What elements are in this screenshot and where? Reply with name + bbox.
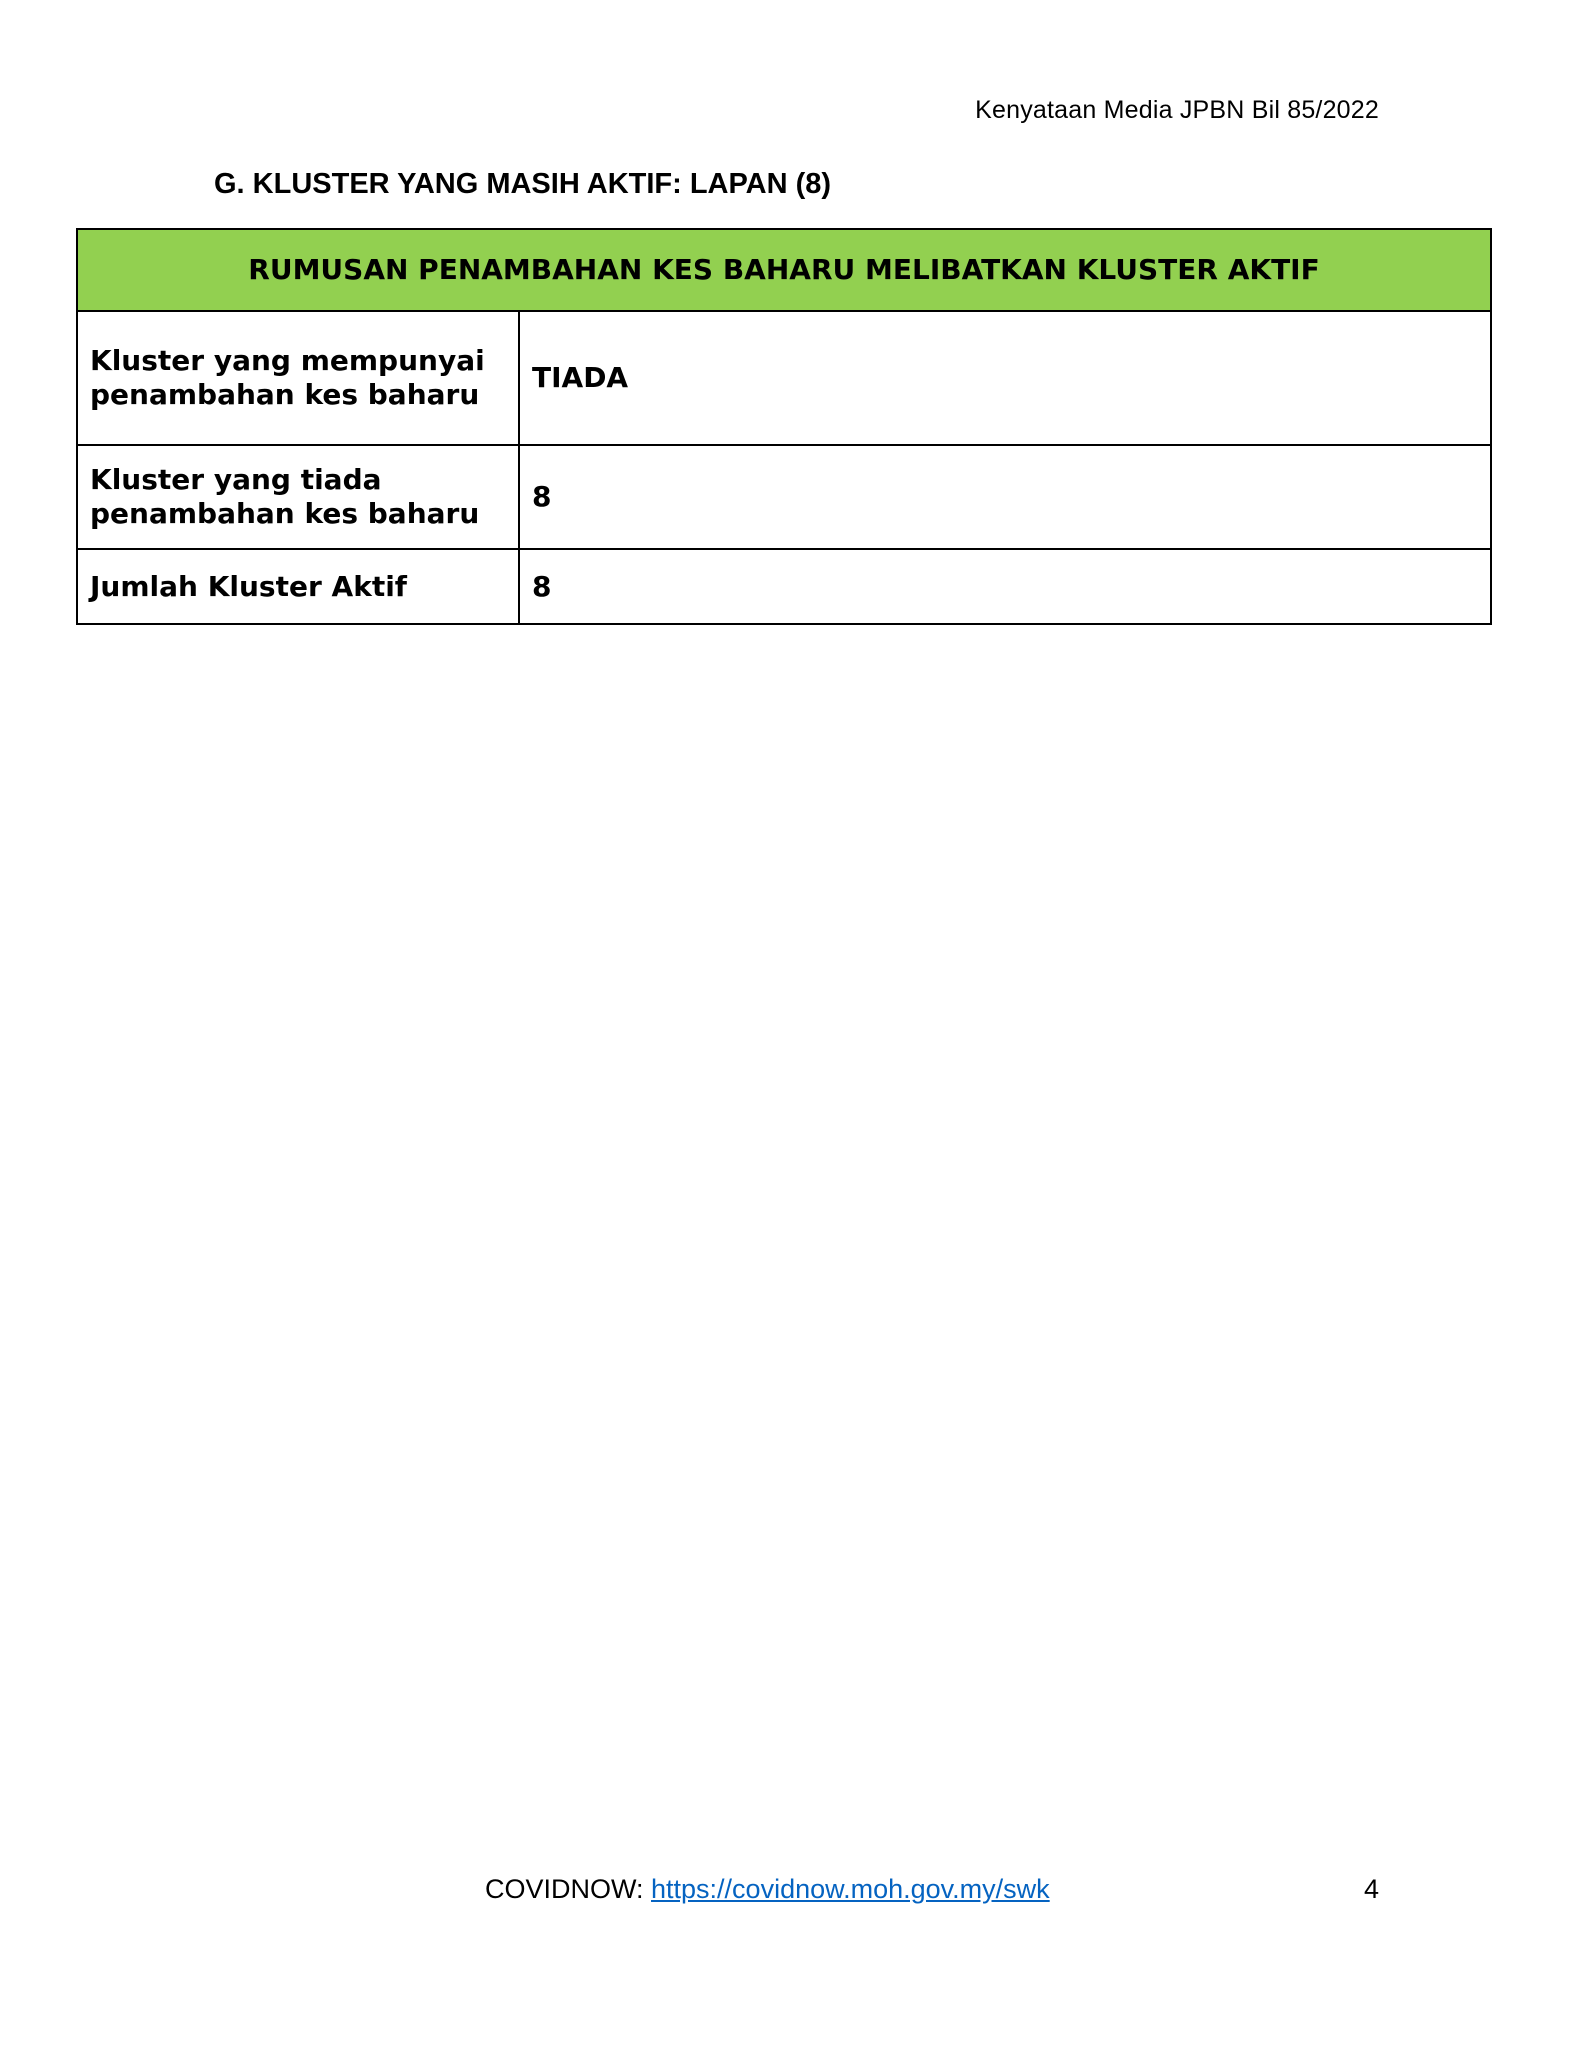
row-label: Kluster yang mempunyai penambahan kes baharu (77, 311, 519, 445)
row-value: TIADA (519, 311, 1491, 445)
document-reference: Kenyataan Media JPBN Bil 85/2022 (975, 96, 1379, 124)
table-row (77, 311, 1491, 445)
row-value: 8 (519, 549, 1491, 624)
covidnow-link[interactable]: https://covidnow.moh.gov.my/swk (651, 1874, 1050, 1904)
footer (485, 1874, 1050, 1905)
row-value: 8 (519, 445, 1491, 549)
table-heading: RUMUSAN PENAMBAHAN KES BAHARU MELIBATKAN KLUSTER AKTIF (77, 229, 1491, 311)
row-label: Jumlah Kluster Aktif (77, 549, 519, 624)
page-number: 4 (1364, 1874, 1380, 1904)
footer-prefix: COVIDNOW: (485, 1874, 652, 1904)
table-row (77, 549, 1491, 624)
table-header-row (77, 229, 1491, 311)
cluster-summary-table (76, 228, 1492, 625)
row-label: Kluster yang tiada penambahan kes baharu (77, 445, 519, 549)
table-row (77, 445, 1491, 549)
section-title: G. KLUSTER YANG MASIH AKTIF: LAPAN (8) (214, 168, 832, 200)
